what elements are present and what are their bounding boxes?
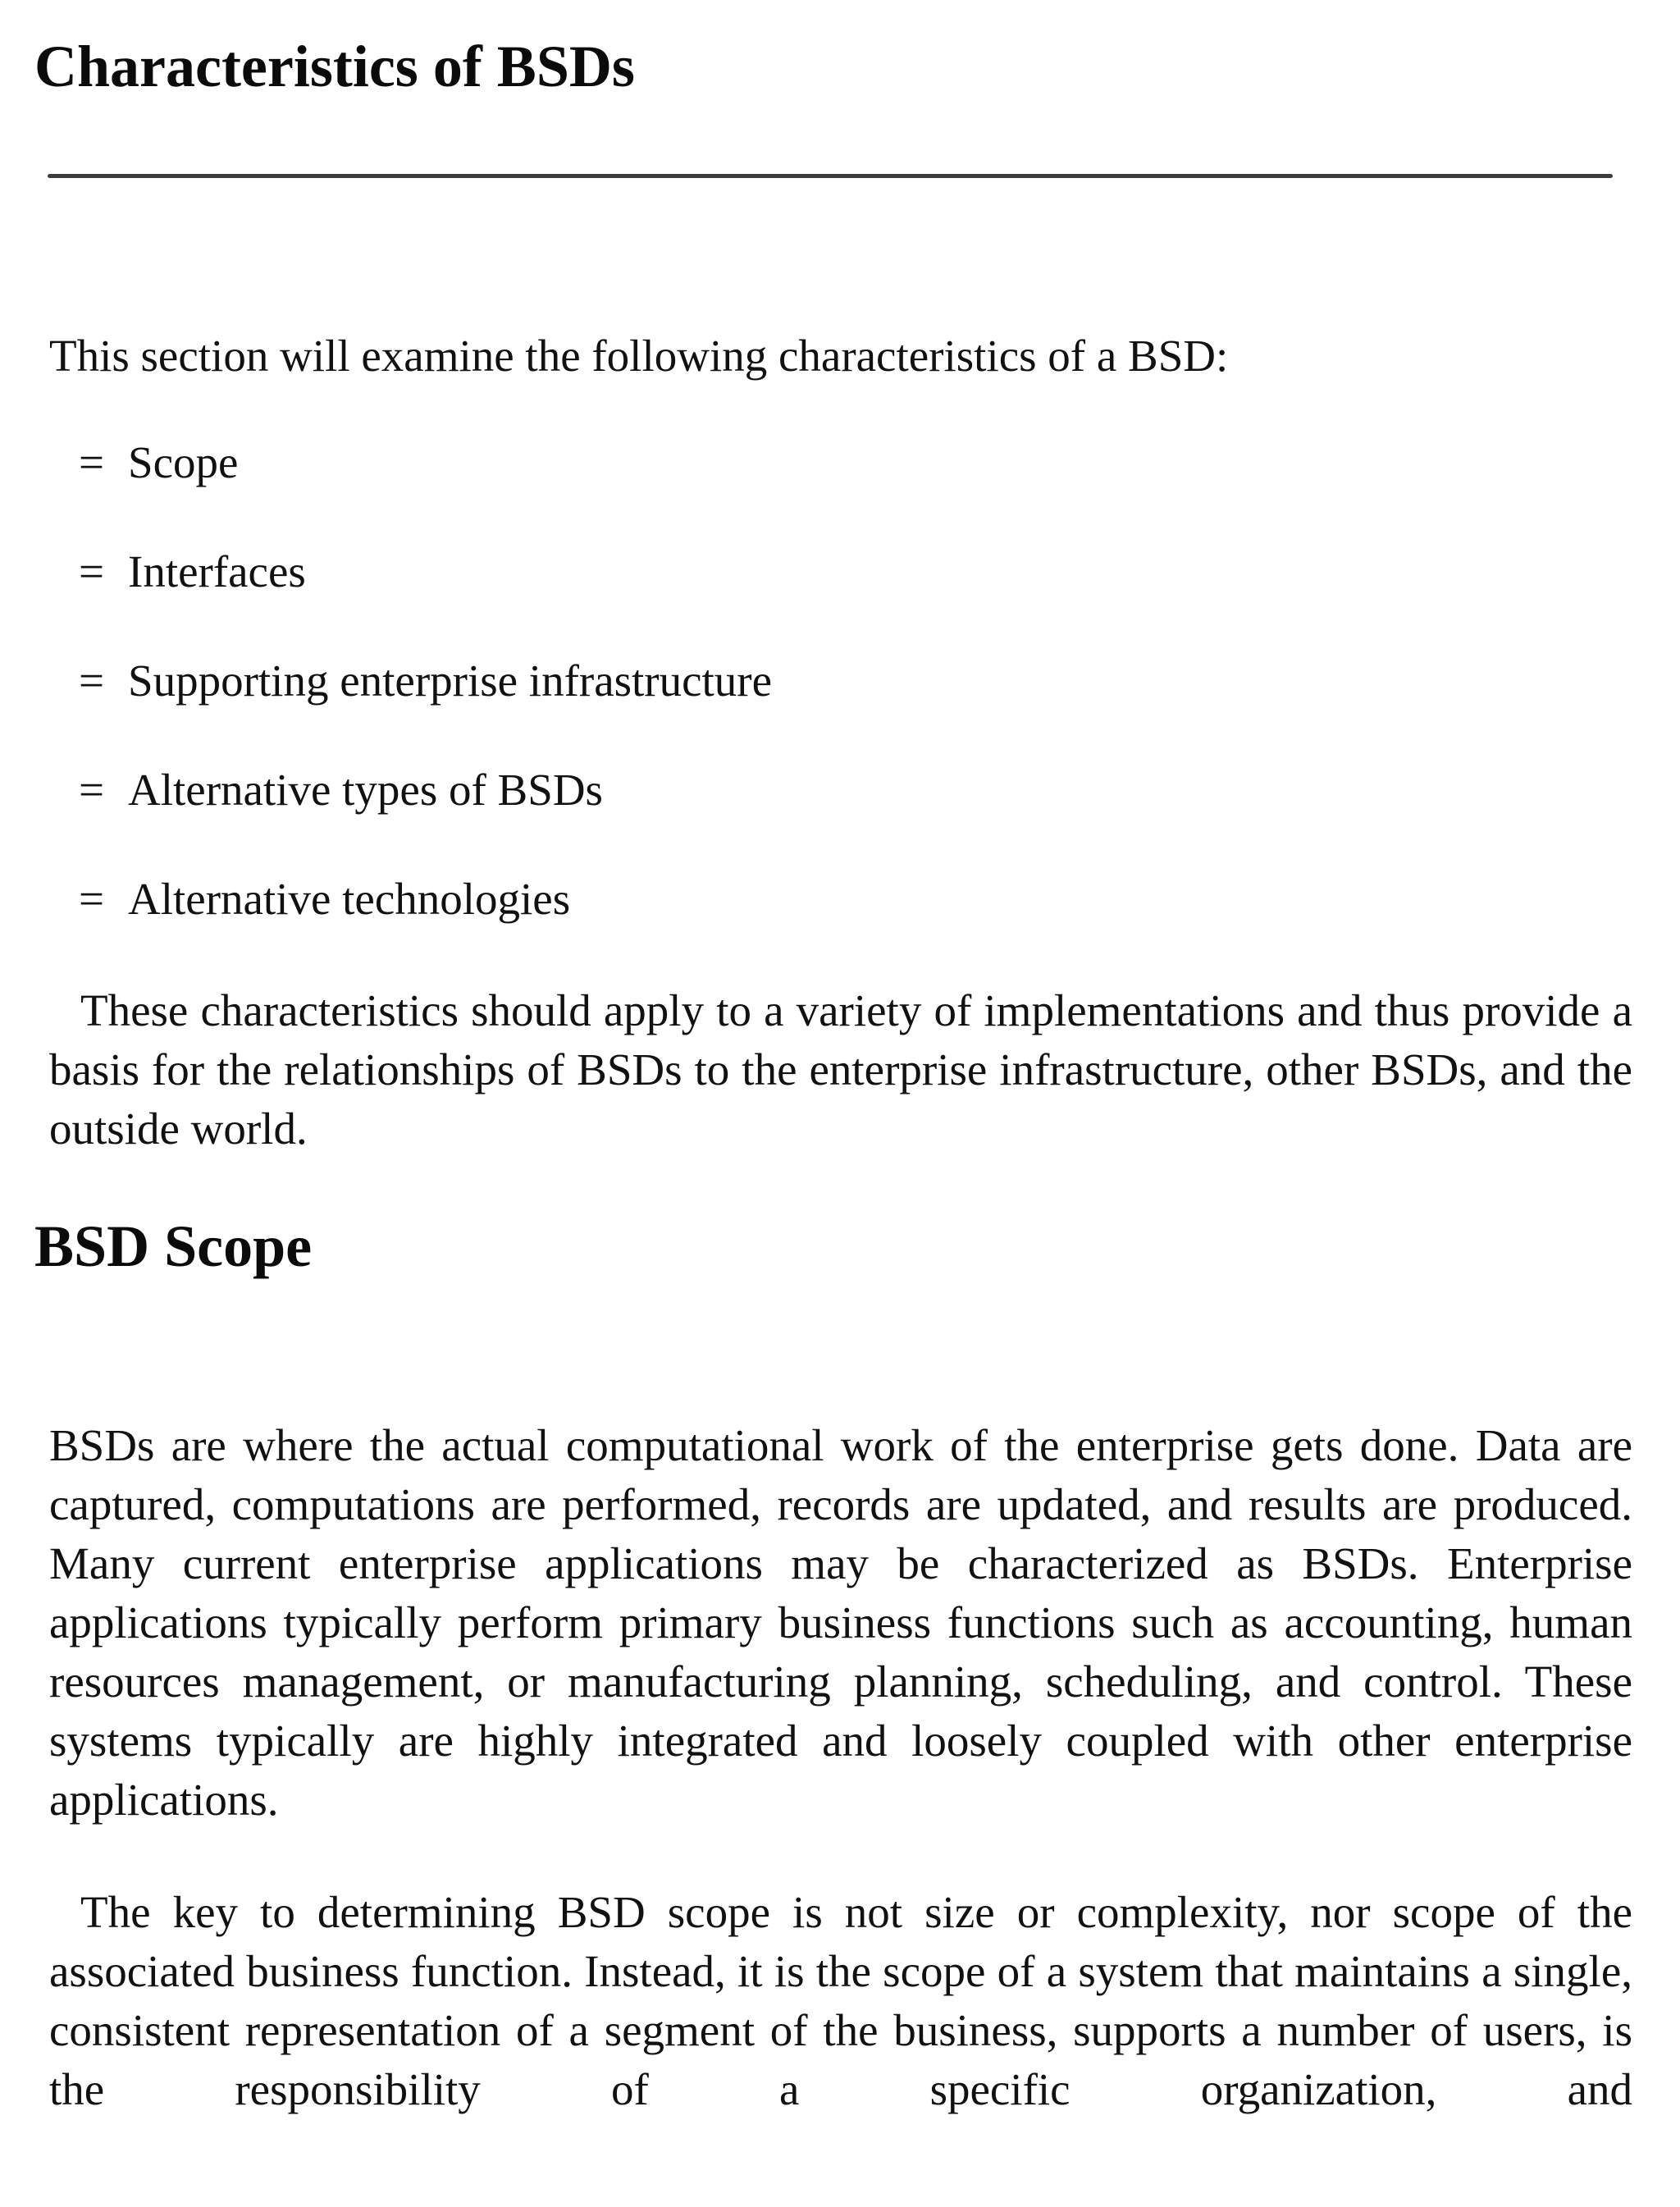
list-item — [79, 433, 772, 542]
list-item — [79, 761, 772, 870]
bullet-marker: = — [79, 874, 105, 924]
list-item-text: Alternative types of BSDs — [128, 765, 603, 815]
bullet-marker: = — [79, 437, 105, 487]
intro-text: This section will examine the following characteristics of a BSD: — [49, 331, 1229, 381]
subsection-heading: BSD Scope — [34, 1213, 313, 1279]
characteristics-list — [79, 433, 772, 979]
list-item — [79, 542, 772, 651]
scope-paragraph-2: The key to determining BSD scope is not size or complexity, nor scope of the associated business function. Instead, it is the scope of a system that maintains a single, consistent representation of a segment of the business, supports a number of users, is the responsibility of a specific organization, and — [49, 1887, 1632, 2114]
scope-paragraph-1: BSDs are where the actual computational work of the enterprise gets done. Data are captured, computations are performed, records are updated, and results are produced. Many current enterprise applications may be characterized as BSDs. Enterprise applications typically perform primary business functions such as accounting, human resources management, or manufacturing planning, scheduling, and control. These systems typically are highly integrated and loosely coupled with other enterprise applications. — [49, 1420, 1632, 1825]
list-item-text: Interfaces — [128, 546, 306, 596]
heading-divider — [48, 174, 1613, 178]
list-item-text: Supporting enterprise infrastructure — [128, 656, 773, 706]
list-item — [79, 651, 772, 761]
list-item — [79, 870, 772, 979]
list-item-text: Scope — [128, 437, 239, 487]
list-item-text: Alternative technologies — [128, 874, 571, 924]
characteristics-paragraph: These characteristics should apply to a variety of implementations and thus provide a basis for the relationships of BSDs to the enterprise infrastructure, other BSDs, and the outside world. — [49, 985, 1632, 1154]
bullet-marker: = — [79, 546, 105, 596]
bullet-marker: = — [79, 765, 105, 815]
section-heading: Characteristics of BSDs — [34, 34, 635, 99]
bullet-marker: = — [79, 656, 105, 706]
